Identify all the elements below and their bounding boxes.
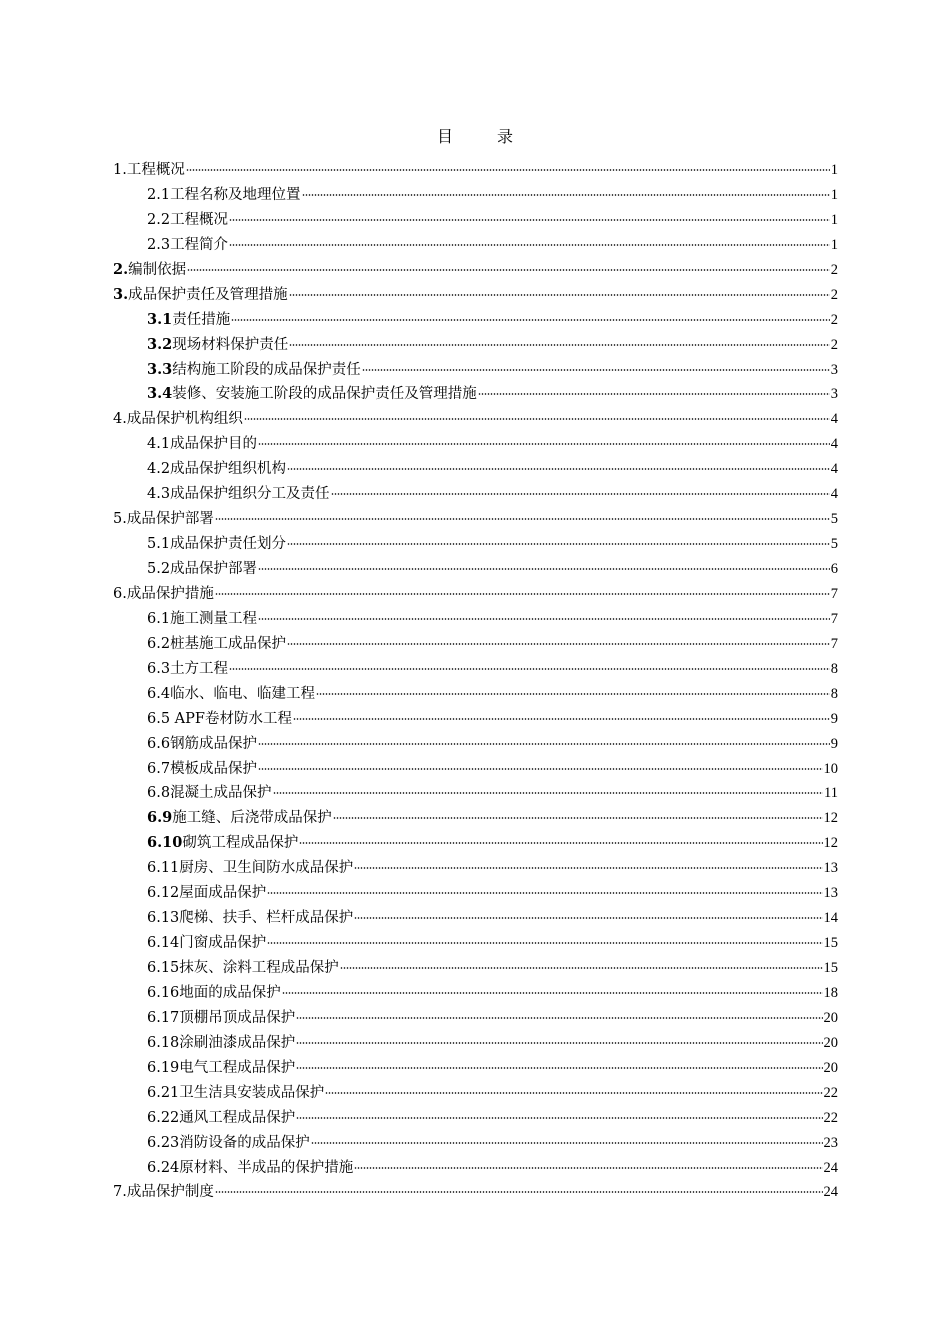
toc-entry-text: 工程概况 <box>126 162 185 178</box>
toc-entry-page: 9 <box>830 710 838 727</box>
toc-entry[interactable] <box>113 881 838 906</box>
toc-leader-dots <box>296 1042 822 1044</box>
toc-entry[interactable] <box>113 582 838 607</box>
toc-leader-dots <box>362 369 830 371</box>
toc-entry-label <box>147 308 230 333</box>
toc-entry[interactable] <box>113 183 838 208</box>
toc-entry-text: 现场材料保护责任 <box>172 336 289 353</box>
toc-entry-text: 门窗成品保护 <box>179 935 267 952</box>
toc-entry-number: 6.14 <box>147 935 180 952</box>
toc-leader-dots <box>186 169 830 171</box>
toc-leader-dots <box>229 668 830 670</box>
toc-entry[interactable] <box>113 906 838 931</box>
toc-entry[interactable] <box>113 1180 838 1205</box>
toc-entry[interactable] <box>113 657 838 682</box>
toc-entry-number: 6.18 <box>147 1034 180 1051</box>
toc-leader-dots <box>333 817 823 819</box>
toc-entry-label <box>147 906 353 931</box>
toc-entry-text: 成品保护责任划分 <box>170 536 287 553</box>
toc-entry-number: 6.5 <box>147 710 171 727</box>
toc-entry[interactable] <box>113 732 838 757</box>
toc-entry-label <box>147 931 266 956</box>
toc-entry-label <box>147 881 266 906</box>
toc-entry[interactable] <box>113 333 838 358</box>
toc-entry-label <box>147 806 332 831</box>
toc-entry-number: 5.1 <box>147 536 171 553</box>
toc-entry-page: 1 <box>830 211 838 228</box>
toc-entry-label <box>147 607 257 632</box>
toc-entry-text: 砌筑工程成品保护 <box>182 835 299 852</box>
toc-entry-text: 厨房、卫生间防水成品保护 <box>179 860 354 877</box>
toc-leader-dots <box>215 593 830 595</box>
toc-entry[interactable] <box>113 432 838 457</box>
toc-entry-number: 5.2 <box>147 561 171 577</box>
toc-entry-label <box>147 457 286 482</box>
toc-entry-label <box>147 183 301 208</box>
toc-entry[interactable] <box>113 632 838 657</box>
toc-entry-text: 土方工程 <box>170 660 229 677</box>
toc-leader-dots <box>258 443 830 445</box>
toc-entry-label <box>113 258 186 283</box>
toc-entry-text: 卫生洁具安装成品保护 <box>179 1084 325 1101</box>
toc-entry-text: 桩基施工成品保护 <box>170 635 287 652</box>
toc-entry-text: 原材料、半成品的保护措施 <box>179 1159 354 1176</box>
toc-entry[interactable] <box>113 208 838 233</box>
toc-leader-dots <box>229 219 830 221</box>
toc-entry-text: 成品保护措施 <box>126 585 214 602</box>
toc-entry[interactable] <box>113 507 838 532</box>
toc-entry-label <box>147 333 288 358</box>
toc-entry-page: 1 <box>830 236 838 253</box>
toc-leader-dots <box>354 1167 822 1169</box>
toc-entry[interactable] <box>113 956 838 981</box>
toc-entry-label <box>113 582 214 607</box>
toc-entry-page: 18 <box>823 984 838 1001</box>
toc-entry[interactable] <box>113 382 838 407</box>
toc-entry-label <box>147 781 272 806</box>
toc-entry[interactable] <box>113 407 838 432</box>
toc-entry-page: 24 <box>823 1159 838 1176</box>
toc-entry[interactable] <box>113 707 838 732</box>
toc-entry-text: 编制依据 <box>128 261 187 278</box>
toc-entry-label <box>147 382 477 407</box>
toc-entry-number: 6.11 <box>147 860 180 877</box>
toc-entry-label <box>147 1156 353 1181</box>
toc-leader-dots <box>293 718 830 720</box>
toc-entry-text: APF卷材防水工程 <box>170 710 292 727</box>
toc-entry-text: 通风工程成品保护 <box>179 1109 296 1126</box>
toc-entry-page: 3 <box>830 386 838 403</box>
toc-entry-text: 工程名称及地理位置 <box>170 186 301 203</box>
toc-entry-text: 消防设备的成品保护 <box>179 1134 310 1151</box>
toc-entry-text: 临水、临电、临建工程 <box>170 685 316 702</box>
toc-entry-text: 顶棚吊顶成品保护 <box>179 1009 296 1026</box>
toc-leader-dots <box>296 1017 822 1019</box>
toc-leader-dots <box>229 244 830 246</box>
toc-leader-dots <box>299 842 822 844</box>
toc-entry-label <box>147 657 228 682</box>
toc-entry[interactable] <box>113 1006 838 1031</box>
toc-entry-number: 6.3 <box>147 660 171 677</box>
toc-entry-label <box>113 158 185 183</box>
toc-leader-dots <box>289 294 830 296</box>
toc-entry-text: 结构施工阶段的成品保护责任 <box>172 361 361 378</box>
toc-entry-number: 2. <box>113 260 129 278</box>
toc-entry[interactable] <box>113 358 838 383</box>
toc-entry-text: 抹灰、涂料工程成品保护 <box>179 960 339 976</box>
toc-entry-page: 6 <box>830 561 838 577</box>
toc-leader-dots <box>231 319 830 321</box>
toc-entry-text: 成品保护部署 <box>126 511 214 528</box>
toc-entry-number: 6.1 <box>147 610 171 627</box>
toc-entry-text: 模板成品保护 <box>170 760 258 777</box>
toc-entry-page: 4 <box>830 486 838 503</box>
toc-leader-dots <box>258 768 822 770</box>
toc-entry[interactable] <box>113 856 838 881</box>
toc-entry-page: 20 <box>823 1059 838 1076</box>
toc-entry-number: 3. <box>113 285 129 303</box>
toc-leader-dots <box>273 792 823 794</box>
toc-entry-page: 1 <box>830 162 838 178</box>
toc-entry[interactable] <box>113 258 838 283</box>
toc-entry-number: 4.1 <box>147 436 171 453</box>
toc-entry-text: 成品保护目的 <box>170 436 258 453</box>
toc-leader-dots <box>287 543 830 545</box>
toc-entry-page: 7 <box>830 585 838 602</box>
toc-entry[interactable] <box>113 981 838 1006</box>
toc-entry-page: 8 <box>830 685 838 702</box>
toc-entry-number: 6.7 <box>147 760 171 777</box>
toc-entry[interactable] <box>113 757 838 782</box>
toc-entry-text: 成品保护组织分工及责任 <box>170 486 330 503</box>
toc-leader-dots <box>325 1092 822 1094</box>
toc-entry-page: 4 <box>830 411 838 428</box>
toc-entry[interactable] <box>113 831 838 856</box>
toc-entry[interactable] <box>113 781 838 806</box>
toc-leader-dots <box>354 867 822 869</box>
toc-entry-text: 爬梯、扶手、栏杆成品保护 <box>179 910 354 927</box>
toc-entry-number: 3.3 <box>147 360 173 378</box>
toc-entry[interactable] <box>113 283 838 308</box>
toc-leader-dots <box>302 194 830 196</box>
toc-entry-label <box>147 981 281 1006</box>
toc-leader-dots <box>478 393 830 395</box>
toc-title: 目 录 <box>436 127 527 146</box>
toc-entry-text: 工程简介 <box>170 236 229 253</box>
toc-entry-number: 5. <box>113 511 127 528</box>
toc-entry-page: 7 <box>830 635 838 652</box>
toc-leader-dots <box>267 892 822 894</box>
toc-entry-label <box>147 632 286 657</box>
toc-leader-dots <box>296 1067 822 1069</box>
toc-entry-label <box>147 682 315 707</box>
toc-entry-page: 3 <box>830 361 838 378</box>
toc-entry-text: 成品保护组织机构 <box>170 461 287 478</box>
toc-leader-dots <box>287 468 830 470</box>
toc-entry-text: 成品保护制度 <box>126 1184 214 1201</box>
toc-leader-dots <box>331 493 830 495</box>
toc-entry[interactable] <box>113 1056 838 1081</box>
toc-entry-text: 电气工程成品保护 <box>179 1059 296 1076</box>
toc-entry-number: 6.6 <box>147 735 171 752</box>
toc-entry-label <box>113 283 288 308</box>
toc-entry-number: 6.22 <box>147 1109 180 1126</box>
toc-entry-page: 15 <box>823 935 838 952</box>
toc-entry-text: 屋面成品保护 <box>179 885 267 902</box>
toc-entry-label <box>147 1031 295 1056</box>
toc-leader-dots <box>258 743 830 745</box>
toc-entry-page: 20 <box>823 1009 838 1026</box>
toc-leader-dots <box>215 1191 823 1193</box>
toc-entry[interactable] <box>113 457 838 482</box>
toc-entry[interactable] <box>113 233 838 258</box>
toc-entry-page: 2 <box>830 261 838 278</box>
toc-entry-page: 22 <box>823 1084 838 1101</box>
toc-entry[interactable] <box>113 557 838 582</box>
toc-entry-number: 6.2 <box>147 635 171 652</box>
toc-leader-dots <box>258 568 830 570</box>
toc-entry[interactable] <box>113 1131 838 1156</box>
toc-entry[interactable] <box>113 532 838 557</box>
toc-entry-number: 7. <box>113 1184 127 1201</box>
toc-entry-number: 6.16 <box>147 984 180 1001</box>
toc-entry-text: 工程概况 <box>170 211 229 228</box>
toc-entry-page: 13 <box>823 860 838 877</box>
toc-entry-page: 5 <box>830 536 838 553</box>
toc-entry-page: 13 <box>823 885 838 902</box>
toc-entry-number: 6.4 <box>147 685 171 702</box>
toc-entry-number: 6. <box>113 585 127 602</box>
toc-entry-number: 2.2 <box>147 211 171 228</box>
toc-entry-number: 6.21 <box>147 1084 180 1101</box>
toc-entry-text: 成品保护责任及管理措施 <box>128 286 288 303</box>
toc-entry[interactable] <box>113 607 838 632</box>
toc-entry-page: 23 <box>823 1134 838 1151</box>
toc-leader-dots <box>340 967 823 969</box>
toc-list <box>113 158 838 1205</box>
toc-entry-page: 4 <box>830 461 838 478</box>
toc-leader-dots <box>354 917 822 919</box>
toc-entry-label <box>113 1180 214 1205</box>
toc-entry-label <box>147 233 228 258</box>
toc-entry-number: 4.2 <box>147 461 171 478</box>
toc-entry-page: 8 <box>830 660 838 677</box>
toc-entry-number: 4.3 <box>147 486 171 503</box>
toc-leader-dots <box>287 643 830 645</box>
toc-entry-number: 6.9 <box>147 809 173 827</box>
toc-entry-number: 6.17 <box>147 1009 180 1026</box>
toc-entry-page: 12 <box>823 835 838 852</box>
toc-entry-label <box>147 208 228 233</box>
toc-entry[interactable] <box>113 1031 838 1056</box>
toc-entry-page: 7 <box>830 610 838 627</box>
toc-entry-label <box>147 1081 324 1106</box>
toc-entry-page: 10 <box>823 760 838 777</box>
toc-entry-text: 地面的成品保护 <box>179 984 281 1001</box>
toc-entry-page: 9 <box>830 735 838 752</box>
toc-entry[interactable] <box>113 931 838 956</box>
toc-entry-label <box>147 831 298 856</box>
toc-entry-text: 涂刷油漆成品保护 <box>179 1034 296 1051</box>
toc-leader-dots <box>244 418 830 420</box>
toc-entry-number: 2.3 <box>147 236 171 253</box>
toc-entry[interactable] <box>113 1081 838 1106</box>
toc-entry-page: 22 <box>823 1109 838 1126</box>
toc-entry-number: 6.10 <box>147 834 183 852</box>
toc-entry-number: 6.13 <box>147 910 180 927</box>
toc-entry-label <box>147 358 361 383</box>
toc-entry-page: 12 <box>823 810 838 827</box>
toc-leader-dots <box>282 992 823 994</box>
toc-entry-page: 2 <box>830 311 838 328</box>
toc-entry-label <box>113 507 214 532</box>
toc-entry-label <box>147 732 257 757</box>
toc-leader-dots <box>289 344 830 346</box>
toc-entry-label <box>147 856 353 881</box>
toc-entry-label <box>147 1006 295 1031</box>
toc-entry-label <box>147 1056 295 1081</box>
toc-leader-dots <box>258 618 830 620</box>
toc-entry[interactable] <box>113 308 838 333</box>
toc-entry-label <box>147 557 257 582</box>
toc-entry-text: 混凝土成品保护 <box>170 785 272 802</box>
toc-entry-text: 成品保护部署 <box>170 561 258 577</box>
toc-entry-page: 4 <box>830 436 838 453</box>
toc-entry-number: 6.24 <box>147 1159 180 1176</box>
toc-entry-number: 6.19 <box>147 1059 180 1076</box>
toc-entry-text: 钢筋成品保护 <box>170 735 258 752</box>
toc-entry-text: 施工测量工程 <box>170 610 258 627</box>
toc-entry-text: 责任措施 <box>172 311 231 328</box>
toc-leader-dots <box>316 693 830 695</box>
toc-entry-label <box>147 482 330 507</box>
toc-entry-page: 1 <box>830 186 838 203</box>
toc-entry-number: 3.1 <box>147 310 173 328</box>
toc-entry-number: 1. <box>113 162 127 178</box>
toc-entry[interactable] <box>113 806 838 831</box>
toc-entry-label <box>147 707 292 732</box>
toc-entry[interactable] <box>113 1106 838 1131</box>
toc-entry-page: 2 <box>830 286 838 303</box>
toc-entry-number: 6.8 <box>147 785 171 802</box>
toc-entry-page: 24 <box>823 1184 838 1201</box>
toc-entry-page: 20 <box>823 1034 838 1051</box>
toc-entry-page: 14 <box>823 910 838 927</box>
toc-entry-text: 装修、安装施工阶段的成品保护责任及管理措施 <box>172 386 477 403</box>
toc-entry-label <box>147 956 339 981</box>
toc-entry-label <box>147 757 257 782</box>
toc-leader-dots <box>311 1142 823 1144</box>
toc-entry-label <box>147 1131 310 1156</box>
toc-entry[interactable] <box>113 158 838 183</box>
toc-entry-page: 15 <box>823 960 838 976</box>
toc-entry-label <box>147 432 257 457</box>
toc-entry-label <box>147 532 286 557</box>
toc-entry-label <box>113 407 243 432</box>
toc-entry-number: 2.1 <box>147 186 171 203</box>
toc-leader-dots <box>215 518 830 520</box>
toc-entry-page: 5 <box>830 511 838 528</box>
toc-entry-number: 6.12 <box>147 885 180 902</box>
toc-entry-number: 3.4 <box>147 385 173 403</box>
toc-entry-number: 3.2 <box>147 335 173 353</box>
toc-entry-number: 4. <box>113 411 127 428</box>
toc-leader-dots <box>187 269 830 271</box>
toc-entry[interactable] <box>113 1156 838 1181</box>
toc-entry-number: 6.23 <box>147 1134 180 1151</box>
toc-entry-text: 成品保护机构组织 <box>126 411 243 428</box>
toc-entry[interactable] <box>113 482 838 507</box>
toc-entry-page: 2 <box>830 336 838 353</box>
toc-entry[interactable] <box>113 682 838 707</box>
toc-entry-text: 施工缝、后浇带成品保护 <box>172 810 332 827</box>
toc-entry-label <box>147 1106 295 1131</box>
toc-leader-dots <box>296 1117 822 1119</box>
toc-entry-page: 11 <box>824 785 838 802</box>
toc-leader-dots <box>267 942 822 944</box>
toc-entry-number: 6.15 <box>147 960 180 976</box>
